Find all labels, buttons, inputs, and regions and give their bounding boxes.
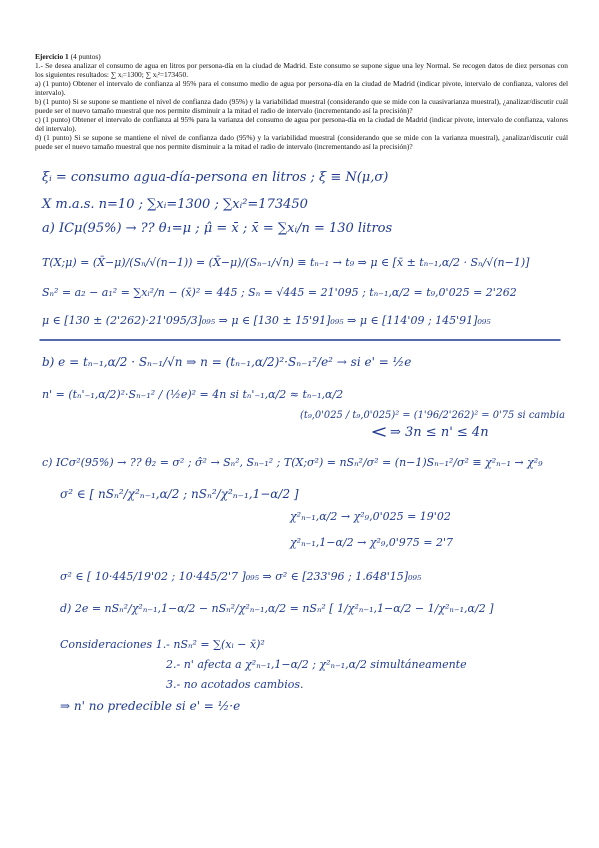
hw-line-b-error: b) e = tₙ₋₁,α/2 · Sₙ₋₁/√n ⇒ n = (tₙ₋₁,α/2)²·Sₙ₋₁²/e² → si e' = ½e [42, 355, 412, 369]
hw-line-d-note-1: Consideraciones 1.- nSₙ² = ∑(xᵢ − x̄)² [60, 638, 265, 651]
exercise-title-bold: Ejercicio 1 [35, 52, 69, 61]
hw-line-a-pivot: T(X;μ) = (X̄−μ)/(Sₙ/√(n−1)) = (X̄−μ)/(Sₙ₋₁/√n) ≡ tₙ₋₁ → t₉ ⇒ μ ∈ [x̄ ± tₙ₋₁,α/2 · Sₙ/√(n−1)] [42, 256, 530, 269]
hw-line-sample: X m.a.s. n=10 ; ∑xᵢ=1300 ; ∑xᵢ²=173450 [42, 197, 308, 212]
hw-line-b-newsize: n' = (tₙ'₋₁,α/2)²·Sₙ₋₁² / (½e)² = 4n si tₙ'₋₁,α/2 ≈ tₙ₋₁,α/2 [42, 388, 344, 401]
item-b: b) (1 punto) Si se supone se mantiene el nivel de confianza dado (95%) y la variabilidad muestral (considerando que se mide con la cuasivarianza muestral), ¿analizar/discutir cuál puede ser el nuevo tamaño muestral que nos permite disminuir a la mitad el radio de intervalo (incrementando así la precisión)? [35, 97, 568, 115]
item-a: a) (1 punto) Obtener el intervalo de confianza al 95% para el consumo medio de agua por persona-día en la ciudad de Madrid (indicar pivote, intervalo de confianza, valores del intervalo). [35, 79, 568, 97]
hw-line-d-conclusion: ⇒ n' no predecible si e' = ½·e [60, 699, 241, 713]
hw-line-d-width: d) 2e = nSₙ²/χ²ₙ₋₁,1−α/2 − nSₙ²/χ²ₙ₋₁,α/2 = nSₙ² [ 1/χ²ₙ₋₁,1−α/2 − 1/χ²ₙ₋₁,α/2 ] [60, 602, 494, 615]
item-c: c) (1 punto) Obtener el intervalo de confianza al 95% para la varianza del consumo de agua por persona-día en la ciudad de Madrid (indicar pivote, intervalo de confianza, valores del intervalo). [35, 115, 568, 133]
hw-line-d-note-3: 3.- no acotados cambios. [166, 678, 304, 691]
hw-line-c-result: σ² ∈ [ 10·445/19'02 ; 10·445/2'7 ]₀₉₅ ⇒ σ² ∈ [233'96 ; 1.648'15]₀₉₅ [60, 570, 422, 583]
item-d: d) (1 punto) Si se supone se mantiene el nivel de confianza dado (95%) y la variabilidad muestral (considerando que se mide con la varianza muestral), ¿analizar/discutir cuál puede ser el nuevo tamaño muestral que nos permite disminuir a la mitad el radio de intervalo (incrementando así la precisión)? [35, 133, 568, 151]
hw-line-a-values: Sₙ² = a₂ − a₁² = ∑xᵢ²/n − (x̄)² = 445 ; Sₙ = √445 = 21'095 ; tₙ₋₁,α/2 = t₉,0'025 = 2'262 [42, 286, 517, 299]
hw-line-b-conclusion: ⇒ 3n ≤ n' ≤ 4n [390, 425, 489, 440]
hw-line-a-result: μ ∈ [130 ± (2'262)·21'095/3]₀₉₅ ⇒ μ ∈ [130 ± 15'91]₀₉₅ ⇒ μ ∈ [114'09 ; 145'91]₀₉₅ [42, 314, 491, 327]
intro-text: 1.- Se desea analizar el consumo de agua en litros por persona-día en la ciudad de Madrid. Este consumo se supone sigue una ley Normal. Se recogen datos de diez personas con los siguientes resultados: [35, 61, 568, 79]
hw-line-variable: ξᵢ = consumo agua-día-persona en litros ; ξ ≡ N(μ,σ) [42, 170, 389, 185]
intro-sums: ∑ xᵢ=1300; ∑ xᵢ²=173450. [110, 70, 189, 79]
hw-arrow-b [373, 428, 385, 436]
exercise-title-points: (4 puntos) [68, 52, 101, 61]
hw-line-b-ratio: (t₉,0'025 / t₉,0'025)² = (1'96/2'262)² = 0'75 si cambia [300, 410, 566, 421]
hw-line-c-chi-upper: χ²ₙ₋₁,α/2 → χ²₉,0'025 = 19'02 [290, 510, 451, 523]
hw-line-c-chi-lower: χ²ₙ₋₁,1−α/2 → χ²₉,0'975 = 2'7 [290, 536, 454, 549]
hw-line-a-title: a) ICμ(95%) → ?? θ₁=μ ; μ̂ = x̄ ; x̄ = ∑xᵢ/n = 130 litros [42, 221, 393, 236]
hw-line-c-interval: σ² ∈ [ nSₙ²/χ²ₙ₋₁,α/2 ; nSₙ²/χ²ₙ₋₁,1−α/2 ] [60, 487, 299, 501]
hw-line-c-title: c) ICσ²(95%) → ?? θ₂ = σ² ; σ̂² → Sₙ², Sₙ₋₁² ; T(X;σ²) = nSₙ²/σ² = (n−1)Sₙ₋₁²/σ² ≡ χ²ₙ₋₁ → χ²₉ [42, 456, 543, 469]
hw-line-d-note-2: 2.- n' afecta a χ²ₙ₋₁,1−α/2 ; χ²ₙ₋₁,α/2 simultáneamente [166, 658, 467, 671]
